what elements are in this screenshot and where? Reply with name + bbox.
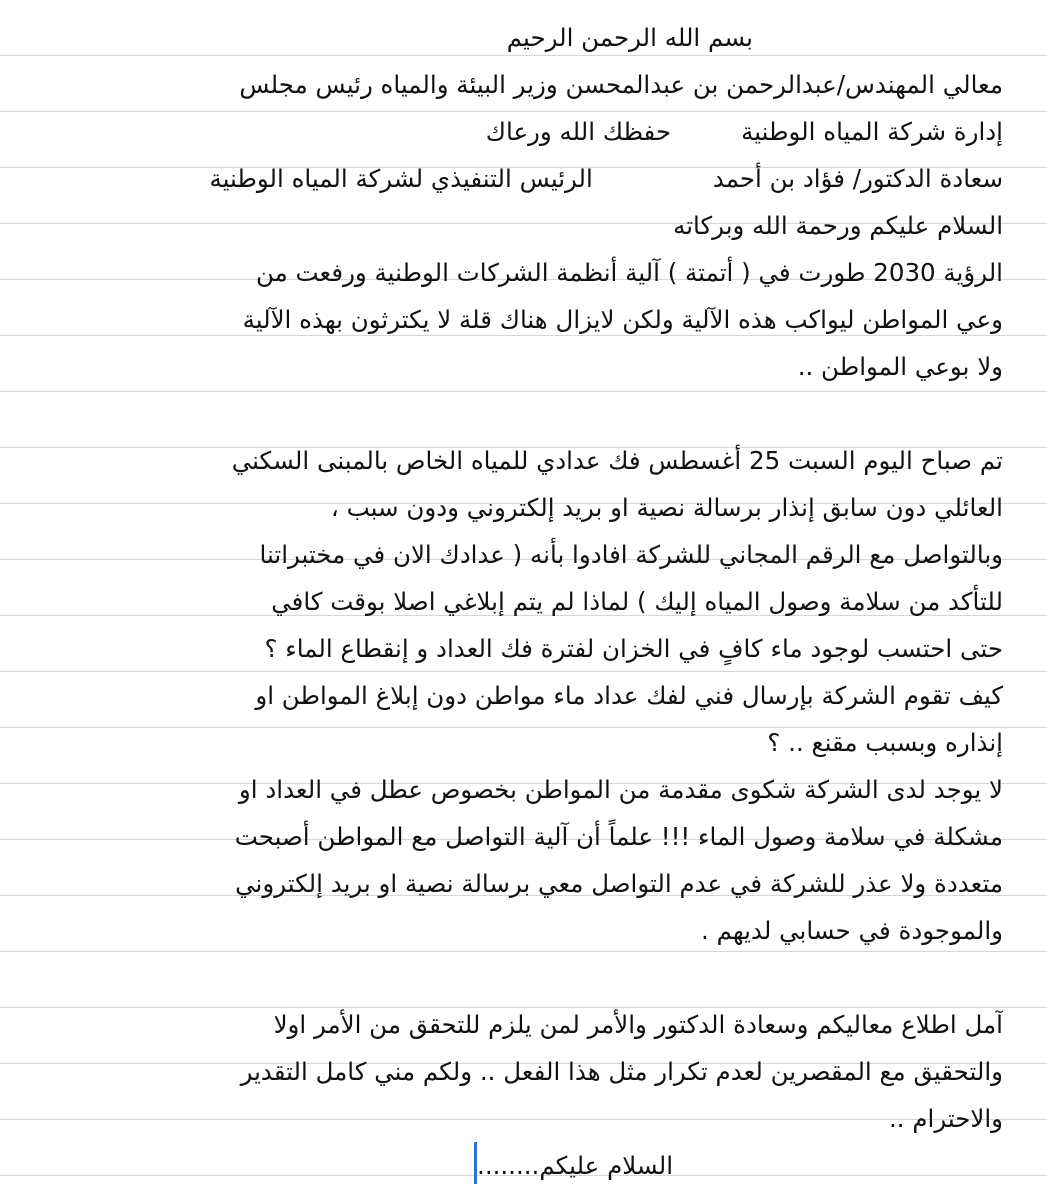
paragraph-text: العائلي دون سابق إنذار برسالة نصية او بريد إلكتروني ودون سبب ، [330,493,1003,522]
paragraph-2-line-2 [38,484,1003,531]
paragraph-text: والموجودة في حسابي لديهم . [701,916,1003,945]
paragraph-3-line-1 [38,766,1003,813]
paragraph-text: كيف تقوم الشركة بإرسال فني لفك عداد ماء مواطن دون إبلاغ المواطن او [255,681,1003,710]
ceo-name-text: سعادة الدكتور/ فؤاد بن أحمد [712,164,1003,193]
paragraph-text: مشكلة في سلامة وصول الماء !!! علماً أن آلية التواصل مع المواطن أصبحت [234,822,1003,851]
paragraph-2-line-3 [38,531,1003,578]
paragraph-2-line-4 [38,578,1003,625]
paragraph-1-line-1 [38,249,1003,296]
basmala-text: بسم الله الرحمن الرحيم [506,23,753,52]
paragraph-text: ولا بوعي المواطن .. [797,352,1003,381]
paragraph-1-line-2 [38,296,1003,343]
basmala-line [38,14,1003,61]
paragraph-2-line-1 [38,437,1003,484]
paragraph-2-line-5 [38,625,1003,672]
paragraph-text: وعي المواطن ليواكب هذه الآلية ولكن لايزال هناك قلة لا يكترثون بهذه الآلية [242,305,1003,334]
paragraph-text: لا يوجد لدى الشركة شكوى مقدمة من المواطن بخصوص عطل في العداد او [238,775,1003,804]
paragraph-text: حتى احتسب لوجود ماء كافٍ في الخزان لفترة فك العداد و إنقطاع الماء ؟ [264,634,1003,663]
greeting-line [38,202,1003,249]
recipient-company-text: إدارة شركة المياه الوطنية [741,117,1003,146]
paragraph-3-line-4 [38,907,1003,954]
paragraph-3-line-3 [38,860,1003,907]
greeting-text: السلام عليكم ورحمة الله وبركاته [673,211,1003,240]
paragraph-1-line-3 [38,343,1003,390]
closing-text: والاحترام .. [888,1104,1003,1133]
closing-line-2 [38,1048,1003,1095]
paragraph-3-line-2 [38,813,1003,860]
signoff-text: السلام عليكم........ [477,1151,673,1180]
closing-line-1 [38,1001,1003,1048]
closing-text: آمل اطلاع معاليكم وسعادة الدكتور والأمر لمن يلزم للتحقق من الأمر اولا [273,1010,1003,1039]
ceo-title-text: الرئيس التنفيذي لشركة المياه الوطنية [209,164,593,193]
paragraph-text: إنذاره وبسبب مقنع .. ؟ [767,728,1003,757]
closing-line-3 [38,1095,1003,1142]
recipient-text-1: معالي المهندس/عبدالرحمن بن عبدالمحسن وزير البيئة والمياه رئيس مجلس [239,70,1003,99]
paragraph-text: الرؤية 2030 طورت في ( أتمتة ) آلية أنظمة الشركات الوطنية ورفعت من [255,258,1003,287]
recipient-line-2 [38,108,1003,155]
blank-line [38,390,1003,437]
closing-text: والتحقيق مع المقصرين لعدم تكرار مثل هذا الفعل .. ولكم مني كامل التقدير [240,1057,1003,1086]
note-text-area[interactable] [38,14,1003,1189]
paragraph-2-line-6 [38,672,1003,719]
recipient-line-3 [38,155,1003,202]
paragraph-text: متعددة ولا عذر للشركة في عدم التواصل معي برسالة نصية او بريد إلكتروني [235,869,1003,898]
paragraph-text: تم صباح اليوم السبت 25 أغسطس فك عدادي للمياه الخاص بالمبنى السكني [231,446,1003,475]
recipient-blessing-text: حفظك الله ورعاك [485,117,672,146]
paragraph-2-line-7 [38,719,1003,766]
recipient-line-1 [38,61,1003,108]
signoff-line [38,1142,1003,1189]
paragraph-text: للتأكد من سلامة وصول المياه إليك ) لماذا لم يتم إبلاغي اصلا بوقت كافي [271,587,1003,616]
blank-line [38,954,1003,1001]
paragraph-text: وبالتواصل مع الرقم المجاني للشركة افادوا بأنه ( عدادك الان في مختبراتنا [259,540,1003,569]
